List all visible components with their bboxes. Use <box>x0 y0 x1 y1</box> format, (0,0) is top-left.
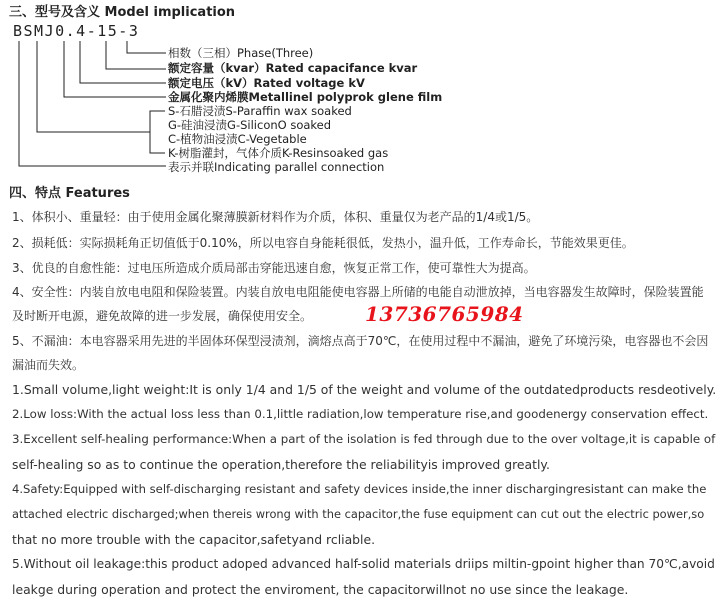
feature-cn-1: 1、体积小、重量轻：由于使用金属化聚薄膜新材料作为介质，体积、重量仅为老产品的1/4或1/5。 <box>12 210 539 224</box>
phone-number: 13736765984 <box>365 302 524 326</box>
feature-cn-4b: 及时断开电源，避免故障的进一步发展，确保使用安全。 <box>12 309 313 323</box>
leader-capacity <box>106 41 166 69</box>
leader-parallel <box>19 41 166 166</box>
leader-phase <box>127 41 166 53</box>
feature-en-1: 1.Small volume,light weight:It is only 1/4 and 1/5 of the weight and volume of the outdatedproducts resdeotively. <box>12 382 717 397</box>
feature-en-3b: self-healing so as to continue the operation,therefore the reliabilityis improved greatly. <box>12 457 550 472</box>
model-code: BSMJ0.4-15-3 <box>13 22 140 40</box>
desc-paraffin: S-石腊浸渍S-Paraffin wax soaked <box>168 104 352 118</box>
desc-film: 金属化聚内烯膜Metallinel polyprok glene film <box>168 90 443 104</box>
desc-resin: K-树脂灌封，气体介质K-Resinsoaked gas <box>168 146 389 160</box>
leader-impregnant <box>37 41 150 132</box>
desc-silicone: G-硅油浸渍G-SiliconO soaked <box>168 118 332 132</box>
feature-en-3a: 3.Excellent self-healing performance:When a part of the isolation is fed through due to the over voltage,it is capable of <box>12 432 716 446</box>
leader-voltage <box>80 41 166 83</box>
feature-cn-5a: 5、不漏油：本电容器采用先进的半固体环保型浸渍剂，滴熔点高于70℃，在使用过程中不漏油，避免了环境污染，电容器也不会因 <box>12 334 709 348</box>
desc-vegetable: C-植物油浸渍C-Vegetable <box>168 132 307 146</box>
desc-capacity: 额定容量（kvar）Rated capacifance kvar <box>168 61 418 75</box>
feature-cn-2: 2、损耗低：实际损耗角正切值低于0.10%，所以电容自身能耗很低，发热小，温升低，工作寿命长，节能效果更佳。 <box>12 236 634 250</box>
feature-en-4b: attached electric discharged;when thereis wrong with the capacitor,the fuse equipment can cut out the electric power,so <box>12 507 705 521</box>
section-heading-model: 三、型号及含义 Model implication <box>9 5 236 20</box>
feature-en-4c: that no more trouble with the capacitor,safetyand rcliable. <box>12 532 376 547</box>
feature-cn-5b: 漏油而失效。 <box>12 358 85 372</box>
feature-cn-4a: 4、安全性：内装自放电电阻和保险装置。内装自放电电阻能使电容器上所储的电能自动泄放掉，当电容器发生故障时，保险装置能 <box>12 285 704 299</box>
desc-parallel: 表示并联Indicating parallel connection <box>168 160 385 174</box>
feature-en-5b: leakge during operation and protect the enviroment, the capacitorwillnot no use since the leakage. <box>12 582 629 597</box>
feature-en-5a: 5.Without oil leakage:this product adoped advanced half-solid materials driips miltin-gpoint higher than 70℃,avoid <box>12 557 715 571</box>
desc-voltage: 额定电压（kV）Rated voltage kV <box>168 76 365 90</box>
impregnant-bracket <box>150 111 165 153</box>
section-heading-features: 四、特点 Features <box>9 186 130 201</box>
feature-en-4a: 4.Safety:Equipped with self-discharging resistant and safety devices inside,the inner dischargingresistant can make the <box>12 482 707 496</box>
desc-phase: 相数（三相）Phase(Three) <box>168 46 314 60</box>
feature-cn-3: 3、优良的自愈性能：过电压所造成介质局部击穿能迅速自愈，恢复正常工作，使可靠性大为提高。 <box>12 261 536 275</box>
feature-en-2: 2.Low loss:With the actual loss less than 0.1,little radiation,low temperature rise,and goodenergy conservation effect. <box>12 407 709 421</box>
